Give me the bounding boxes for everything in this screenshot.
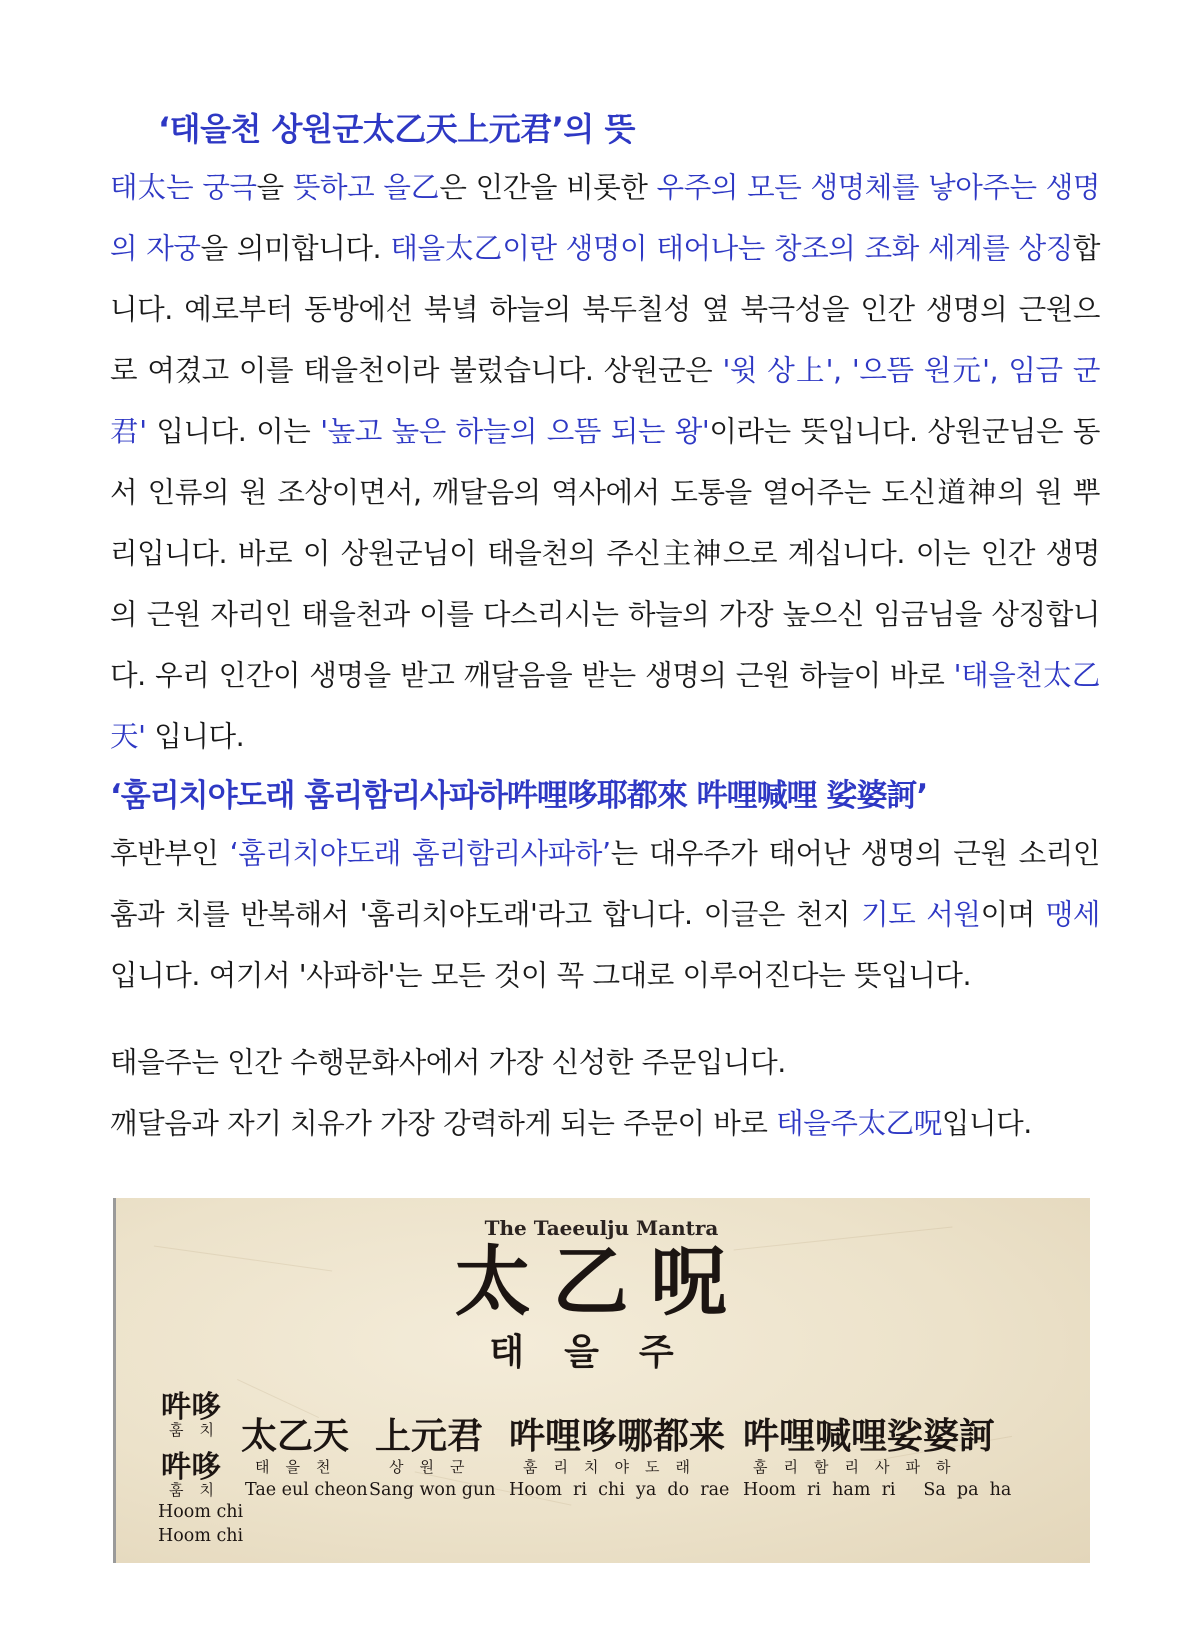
highlighted-text: '높고 높은 하늘의 으뜸 되는 왕' [320,415,710,448]
group-hanja-taeeulcheon: 太乙天 [241,1415,350,1457]
group-hangul-hoomriham: 훔리함리사파하 [753,1458,967,1476]
group-roman-hoomriham: Hoom ri ham ri Sa pa ha [743,1480,1012,1500]
left-roman-1: Hoom chi [158,1502,244,1522]
body-text: 입니다. 여기서 '사파하'는 모든 것이 꼭 그대로 이루어진다는 뜻입니다. [110,959,972,992]
highlighted-text: ‘훔리치야도래 훔리함리사파하’ [229,837,611,870]
mantra-hangul-heading: 태을주 [489,1332,714,1373]
group-hanja-hoomrichi: 吽哩哆哪都来 [509,1415,726,1457]
highlighted-text: 뜻하고 을乙 [292,171,440,204]
highlighted-text: 태을주太乙呪 [776,1107,942,1140]
paragraph-hoomrichi-meaning [110,823,1100,1006]
left-roman-2: Hoom chi [158,1526,244,1546]
mantra-image [113,1198,1090,1563]
highlighted-text: 우주의 모든 생명체를 낳아주는 생명의 자궁 [110,171,1100,265]
mantra-title: The Taeeulju Mantra [484,1216,719,1240]
mantra-hanja-heading: 太乙呪 [454,1237,749,1326]
body-text: 입니다. [941,1107,1032,1140]
highlighted-text: 기도 서원 [861,898,981,931]
left-hangul-2: 훔치 [169,1481,230,1499]
left-hanja-1: 吽哆 [161,1390,221,1425]
body-text: 입니다. [145,720,245,753]
group-hanja-sangwongun: 上元君 [375,1415,484,1457]
highlighted-text: 태을太乙이란 생명이 태어나는 창조의 조화 세계를 상징 [390,232,1073,265]
group-hangul-sangwongun: 상원군 [389,1458,481,1476]
group-roman-hoomrichi: Hoom ri chi ya do rae [509,1480,730,1500]
body-text: 을 의미합니다. [200,232,391,265]
group-roman-taeeulcheon: Tae eul cheon [245,1480,368,1500]
highlighted-text: '태을천太乙天' [110,659,1101,753]
highlighted-text: '윗 상上', '으뜸 원元', 임금 군君' [110,354,1100,448]
left-hanja-2: 吽哆 [161,1450,221,1485]
group-hanja-hoomriham: 吽哩喊哩娑婆訶 [743,1415,996,1457]
body-text: 후반부인 [110,837,230,870]
group-hangul-hoomrichi: 훔리치야도래 [523,1458,706,1476]
paragraph-taeeulju-summary [110,1032,1100,1154]
group-roman-sangwongun: Sang won gun [369,1480,496,1500]
highlighted-text: 태太는 궁극 [110,171,257,204]
section-title-taeeulcheon: ‘태을천 상원군太乙天上元君’의 뜻 [158,110,635,148]
body-text: 이라는 뜻입니다. 상원군님은 동서 인류의 원 조상이면서, 깨달음의 역사에서 도통을 열어주는 도신道神의 원 뿌리입니다. 바로 이 상원군님이 태을천의 주신主神으로 계십니다. 이는 인간 생명의 근원 자리인 태을천과 이를 다스리시는 하늘의 가장 높으신 임금님을 상징합니다. 우리 인간이 생명을 받고 깨달음을 받는 생명의 근원 하늘이 바로 [110,415,1100,692]
paragraph-taeeulcheon-meaning [110,157,1100,767]
body-text: 는 대우주가 태어난 생명의 근원 소리인 훔과 치를 반복해서 '훔리치야도래'라고 합니다. 이글은 천지 [110,837,1100,931]
body-text: 을 [256,171,293,204]
highlighted-text: 맹세 [1045,898,1101,931]
body-text: 깨달음과 자기 치유가 가장 강력하게 되는 주문이 바로 [110,1107,777,1140]
body-text: 태을주는 인간 수행문화사에서 가장 신성한 주문입니다. [110,1046,786,1079]
group-hangul-taeeulcheon: 태을천 [255,1458,347,1476]
left-hangul-1: 훔치 [169,1421,230,1439]
body-text: 이며 [980,898,1046,931]
body-text: 입니다. 이는 [146,415,321,448]
section-title-hoomrichi: ‘훔리치야도래 훔리함리사파하吽哩哆耶都來 吽哩喊哩 娑婆訶’ [110,778,928,814]
body-text: 은 인간을 비롯한 [439,171,657,204]
body-text: 합니다. 예로부터 동방에선 북녘 하늘의 북두칠성 옆 북극성을 인간 생명의 근원으로 여겼고 이를 태을천이라 불렀습니다. 상원군은 [110,232,1100,387]
